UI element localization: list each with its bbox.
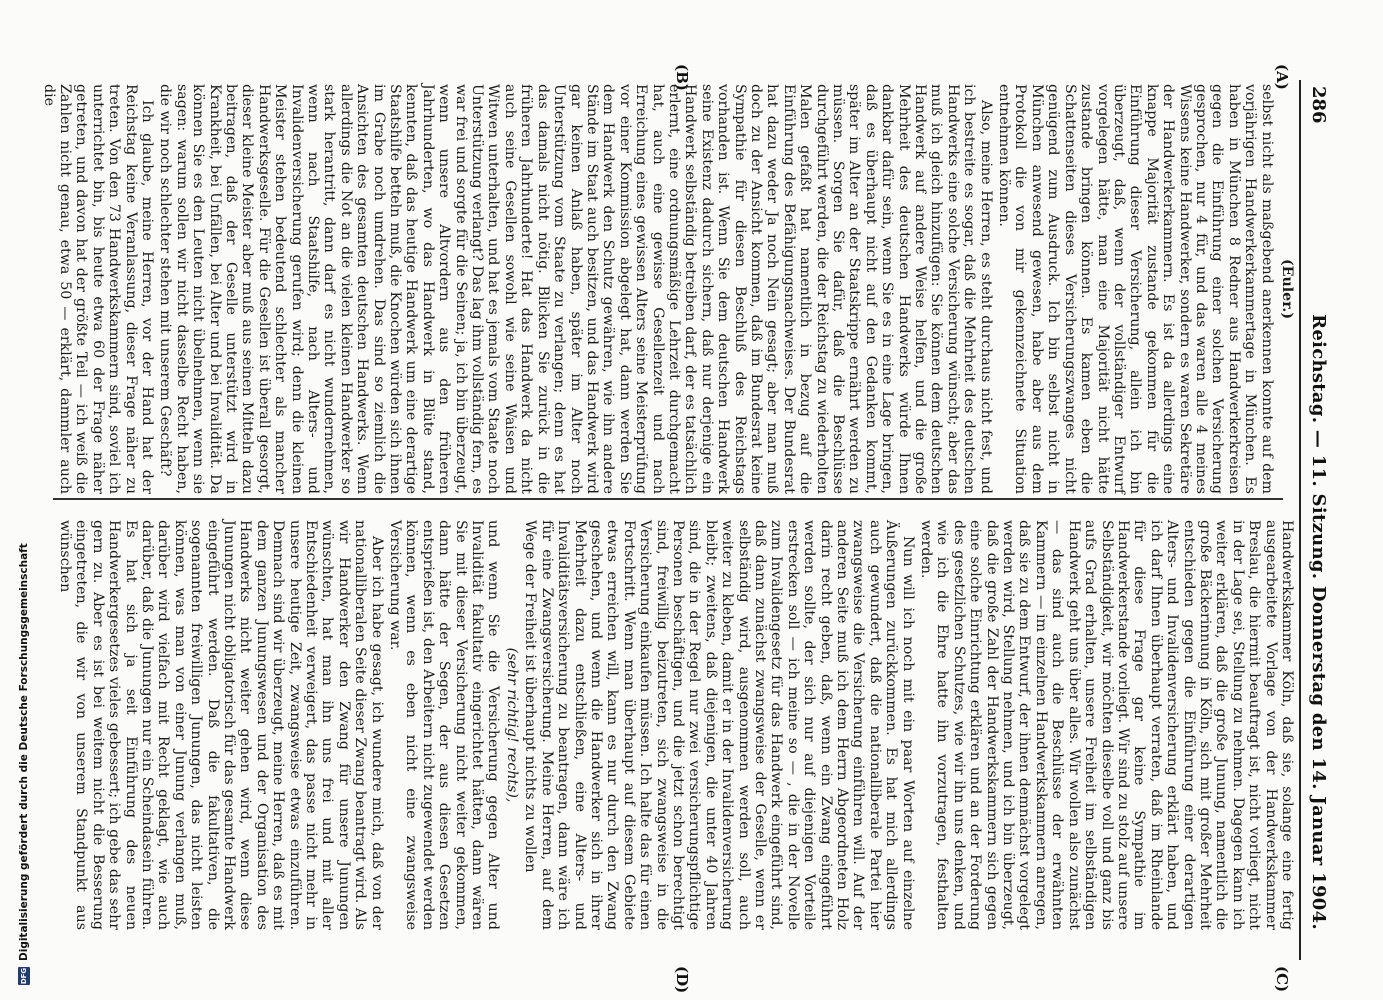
dfg-logo-icon: DFG [20,967,28,985]
interjection-note: (sehr richtig! rechts), [503,647,520,803]
paragraph: Also, meine Herren, es steht durchaus nicht fest, und ich bestreite es sogar, daß die Mehrheit des deutschen Handwerks eine solche Versicherung wünscht; aber das muß ich gleich hinzufügen: Sie können dem deutschen Handwerk auf andere Weise helfen, und die große Mehrheit des deutschen Handwerks würde Ihnen dankbar dafür sein, wenn Sie es in eine Lage bringen, daß es überhaupt nicht auf den Gedanken kommt, später im Alter an der Staatskrippe ernährt werden zu müssen. Sorgen Sie dafür, daß die Beschlüsse durchgeführt werden, die der Reichstag zu wiederholten Malen gefaßt hat namentlich in bezug auf die Einführung des Befähigungsnachweises. Der Bundesrat hat dazu weder Ja noch Nein gesagt; aber man muß doch zu der Ansicht kommen, daß im Bundesrat keine Sympathie für diesen Beschluß des Reichstags vorhanden ist. Wenn Sie dem deutschen Handwerk seine Existenz dadurch sichern, daß nur derjenige ein Handwerk selbständig betreiben darf, der es tatsächlich erlernt, eine ordnungsmäßige Lehrzeit durchgemacht hat, auch eine gewisse Gesellenzeit und nach Erreichung eines gewissen Alters seine Meisterprüfung vor einer Kommission abgelegt hat, dann werden Sie dem Handwerk den Schutz gewähren, wie ihn andere Stände im Staat auch besitzen, und das Handwerk wird gar keinen Anlaß haben, später im Alter noch Unterstützung vom Staate zu verlangen; denn es hat das damals nicht nötig. Blicken Sie zurück in die früheren Jahrhunderte! Hat das Handwerk da nicht auch seine Gesellen sowohl wie seine Waisen und Witwen unterhalten, und hat es jemals vom Staate noch Unterstützung verlangt? Das lag ihm vollständig fern, es war frei und sorgte für die Seinen; ja, ich bin überzeugt, wenn unsere Altvordern aus den früheren Jahrhunderten, wo das Handwerk in Blüte stand, kennten, daß das heutige Handwerk um eine derartige Staatshilfe betteln muß, die Knochen würden sich ihnen im Grabe noch umdrehen. Das sind so ziemlich die Ansichten des gesamten deutschen Handwerks. Wenn allerdings die Not an die vielen kleinen Handwerker so stark herantritt, dann darf es nicht wundernehmen, wenn nach Staatshilfe, nach Alters- und Invalidenversicherung gerufen wird; denn die kleinen Meister stehen bedeutend schlechter als mancher Handwerksgeselle. Für die Gesellen ist überall gesorgt, dieser kleine Meister aber muß aus seinen Mitteln dazu beitragen, daß der Geselle unterstützt wird in Krankheit, bei Unfällen, bei Alter und bei Invalidität. Da können Sie es den Leuten nicht übelnehmen, wenn sie sagen: warum sollen wir nicht dasselbe Recht haben, die wir noch schlechter stehen mit unserem Geschäft? [157,84,994,494]
right-column [55,520,1295,930]
paragraph: Aber ich habe gesagt, ich wundere mich, daß von der nationalliberalen Seite dieser Zwang beantragt wird. Als wir Handwerker den Zwang für unsere Junungen wünschten, hat man ihn uns frei und mit aller Entschiedenheit verweigert, das passe nicht mehr in unsere heutige Zeit, zwangsweise etwas einzuführen. Demnach sind wir überzeugt, meine Herren, daß es mit dem ganzen Junungswesen und der Organisation des Handwerks nicht weiter gehen wird, wenn diese Junungen nicht obligatorisch für das gesamte Handwerk eingeführt werden. Daß die fakultativen, die sogenannten freiwilligen Junungen, das nicht leisten können, was man von einer Junung verlangen muß, darüber wird vielfach mit Recht geklagt, wie auch darüber, daß die Junungen nur ein Scheindasein führen. Es hat sich ja seit Einführung des neuen Handwerkergesetzes vieles gebessert; ich gebe das sehr gern zu. Aber es ist bei weitem nicht die Besserung eingetreten, die wir von unserem Standpunkt aus wünschen [56,520,385,930]
running-header [1299,80,1331,960]
credit-text: Digitalisierung gefördert durch die Deutsche Forschungsgemeinschaft [18,543,30,961]
paragraph: und wenn Sie die Versicherung gegen Alter und Invalidität fakultativ eingerichtet hätten, dann wären Sie mit dieser Versicherung nicht weiter gekommen, dann hätte der Segen, der aus diesen Gesetzen entsprießen ist, den Arbeitern nicht zugewendet werden können, wenn es eben nicht eine zwangsweise Versicherung war. [387,520,502,930]
digitization-credit [14,85,34,985]
paragraph: Ich glaube, meine Herren, vor der Hand hat der Reichstag keine Veranlassung, dieser Frage näher zu treten. Von den 73 Handwerkskammern sind, soviel ich unterrichtet bin, bis heute etwa 60 der Frage näher getreten, und davon hat der größte Teil — ich weiß die Zahlen nicht genau, etwa 50 — erklärt, dammler auch die [40,84,155,494]
margin-mark-c: (C) [1273,966,1291,993]
column-divider [53,498,1283,500]
page-number: 286 [1308,86,1329,124]
left-column [38,84,1295,494]
paragraph: Handwerkskammer Köln, daß sie, solange eine fertig ausgearbeitete Vorlage von der Handwerkskammer Breslau, die hiermit beauftragt ist, nicht vorliegt, nicht in der Lage sei, Stellung zu nehmen. Dagegen kann ich weiter erklären, daß die große Junung, namentlich die große Bäckerinnung in Köln, sich mit großer Mehrheit entschieden gegen die Einführung einer derartigen Alters- und Invalidenversicherung erklärt haben, und ich darf Ihnen überhaupt verraten, daß im Rheinlande für diese Frage gar keine Sympathie im Handwerkerstande vorliegt. Wir sind zu stolz auf unsere Selbständigkeit, wir möchten dieselbe voll und ganz bis aufs Grad erhalten, unsere Freiheit im selbständigen Handwerk geht uns über alles. Wir wollen also zunächst — das sind auch die Beschlüsse der erwähnten Kammern — im einzelnen Handwerkskammern anregen, daß sie zu dem Entwurf, der ihnen demnächst vorgelegt werden wird, Stellung nehmen, und ich bin überzeugt, daß die große Zahl der Handwerkskammern sich gegen eine solche Einrichtung erklären und an der Forderung des gesetzlichen Schutzes, wie wir ihn uns denken, und wie ich die Ehre hatte ihn vorzutragen, festhalten werden. [918,520,1295,930]
paragraph: selbst nicht als maßgebend anerkennen konnte auf dem vorjährigen Handwerkerkammertage in München. Es haben in München 8 Redner aus Handwerkerkreisen gegen die Einführung einer solchen Versicherung gesprochen, nur 4 für, und das waren alle 4 meines Wissens keine Handwerker, sondern es waren Sekretäre der Handwerkerkammern. Es ist da allerdings eine knappe Majorität zustande gekommen für die Einführung dieser Versicherung, allein ich bin überzeugt, daß, wenn der vollständiger Entwurf vorgelegen hätte, man eine Majorität nicht hätte zustande bringen können. Es kamen eben die Schattenseiten dieses Versicherungszwanges nicht genügend zum Ausdruck. Ich bin selbst nicht in München anwesend gewesen, habe aber aus dem Protokoll die von mir gekennzeichnete Situation entnehmen können. [996,84,1275,494]
margin-mark-b: (B) [673,64,691,91]
margin-mark-d: (D) [673,966,691,994]
header-title: Reichstag. — 11. Sitzung. Donnerstag den 14. Januar 1904. [1308,314,1329,930]
paragraph: Nun will ich noch mit ein paar Worten auf einzelne Äußerungen zurückkommen. Es hat mich allerdings auch gewundert, daß die nationalliberale Partei hier zwangsweise die Versicherung einführen will. Auf der anderen Seite muß ich dem Herrn Abgeordneten Holz darin recht geben, daß, wenn ein Zwang eingeführt werden sollte, der sich nur auf diejenigen Vorteile erstrecken soll — ich meine so — , die in der Novelle zum Invalidengesetz für das Handwerk eingeführt sind, daß dann zunächst zwangsweise der Geselle, wenn er selbständig wird, ausgenommen werden soll, auch weiter zu kleben, damit er in der Invalidenversicherung bleibt; zweitens, daß diejenigen, die unter 40 Jahren sind, die in der Regel nur zwei versicherungspflichtige Personen beschäftigen, und die jetzt schon berechtigt sind, freiwillig beizutreten, sich zwangsweise in die Versicherung einkaufen müssen. Ich halte das für einen Fortschritt. Wenn man überhaupt auf diesem Gebiete etwas erreichen will, kann es nur durch den Zwang geschehen, und wenn die Handwerker sich in ihrer Mehrheit dazu entschließen, eine Alters- und Invaliditätsversicherung zu beantragen, dann wäre ich für eine Zwangsversicherung. Meine Herren, auf dem Wege der Freiheit ist überhaupt nichts zu wollen [522,520,916,930]
speaker-name: (Euler.) [1279,258,1295,320]
margin-mark-a: (A) [1273,64,1291,90]
